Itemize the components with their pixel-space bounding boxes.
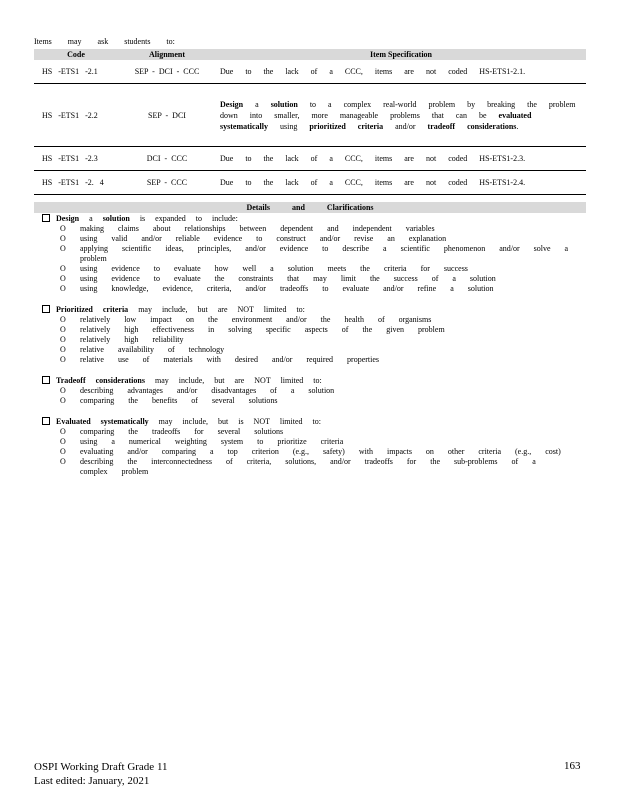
- section-tradeoff-considerations: [42, 376, 572, 406]
- header-item-specification: Item Specification: [216, 49, 586, 60]
- circle-bullet-icon: O: [60, 224, 66, 233]
- section-heading: [42, 376, 572, 386]
- list-item-text: relative availability of technology: [80, 345, 225, 354]
- circle-bullet-icon: O: [60, 234, 66, 243]
- circle-bullet-icon: O: [60, 386, 66, 395]
- circle-bullet-icon: O: [60, 447, 66, 456]
- row-alignment: DCI - CCC: [118, 147, 216, 171]
- circle-bullet-icon: O: [60, 325, 66, 334]
- list-item-text: describing advantages and/or disadvantages of a solution: [80, 386, 335, 395]
- section-list: [42, 224, 572, 294]
- heading-text: may include, but is NOT limited to:: [158, 417, 321, 426]
- header-code: Code: [34, 49, 118, 60]
- list-item: [60, 224, 572, 234]
- section-design: [42, 214, 572, 294]
- circle-bullet-icon: O: [60, 284, 66, 293]
- list-item: [60, 457, 572, 477]
- list-item-text: relatively high effectiveness in solving specific aspects of the given problem: [80, 325, 445, 334]
- section-list: [42, 386, 572, 406]
- heading-text: may include, but are NOT limited to:: [138, 305, 305, 314]
- spec-text: .: [516, 121, 519, 131]
- checkbox-square-icon: [42, 376, 50, 384]
- list-item-text: using valid and/or reliable evidence to construct and/or revise an explanation: [80, 234, 447, 243]
- spec-text: using: [280, 121, 298, 131]
- circle-bullet-icon: O: [60, 396, 66, 405]
- details-sections: [42, 214, 572, 488]
- term-prioritized-criteria: prioritized criteria: [309, 121, 384, 131]
- list-item-text: making claims about relationships between dependent and independent variables: [80, 224, 435, 233]
- circle-bullet-icon: O: [60, 264, 66, 273]
- list-item: [60, 396, 572, 406]
- heading-text: may include, but are NOT limited to:: [154, 376, 322, 385]
- list-item: [60, 345, 572, 355]
- list-item-text: relative use of materials with desired and/or required properties: [80, 355, 380, 364]
- circle-bullet-icon: O: [60, 315, 66, 324]
- row-spec: [216, 84, 586, 147]
- circle-bullet-icon: O: [60, 427, 66, 436]
- checkbox-square-icon: [42, 305, 50, 313]
- list-item-text: applying scientific ideas, principles, and/or evidence to describe a scientific phenomenon and/or solve a problem: [80, 244, 569, 263]
- list-item: [60, 427, 572, 437]
- table-row: [34, 147, 586, 171]
- row-alignment: SEP - CCC: [118, 171, 216, 195]
- section-list: [42, 315, 572, 365]
- footer-last-edited: Last edited: January, 2021: [34, 775, 150, 787]
- table-row: [34, 171, 586, 195]
- table-row: [34, 84, 586, 147]
- row-code: HS -ETS1 -2.2: [34, 84, 118, 147]
- heading-text: a: [89, 214, 93, 223]
- list-item-text: comparing the benefits of several solutions: [80, 396, 278, 405]
- heading-text: is expanded to include:: [139, 214, 238, 223]
- list-item: [60, 274, 572, 284]
- list-item: [60, 437, 572, 447]
- section-heading: [42, 214, 572, 224]
- circle-bullet-icon: O: [60, 335, 66, 344]
- spec-text: to a complex real-world problem by breaking the problem down into smaller, more manageable problems that can be: [220, 99, 576, 120]
- list-item-text: using evidence to evaluate how well a solution meets the criteria for success: [80, 264, 468, 273]
- list-item: [60, 386, 572, 396]
- checkbox-square-icon: [42, 214, 50, 222]
- list-item-text: comparing the tradeoffs for several solutions: [80, 427, 284, 436]
- list-item: [60, 335, 572, 345]
- term-evaluated-systematically: evaluated systematically: [220, 110, 532, 131]
- section-list: [42, 427, 572, 477]
- list-item-text: evaluating and/or comparing a top criterion (e.g., safety) with impacts on other criteria (e.g., cost): [80, 447, 561, 456]
- list-item-text: using knowledge, evidence, criteria, and/or tradeoffs to evaluate and/or refine a solution: [80, 284, 494, 293]
- list-item-text: using a numerical weighting system to prioritize criteria: [80, 437, 344, 446]
- circle-bullet-icon: O: [60, 345, 66, 354]
- circle-bullet-icon: O: [60, 437, 66, 446]
- list-item: [60, 234, 572, 244]
- intro-text: Items may ask students to:: [34, 37, 175, 46]
- checkbox-square-icon: [42, 417, 50, 425]
- table-row: [34, 60, 586, 84]
- item-specification-table: [34, 49, 586, 195]
- page-number: 163: [564, 760, 581, 772]
- list-item: [60, 447, 572, 457]
- table-header-row: [34, 49, 586, 60]
- heading-term: Evaluated systematically: [56, 417, 149, 426]
- spec-text: a: [255, 99, 259, 109]
- heading-term: Prioritized criteria: [56, 305, 129, 314]
- page-footer: [34, 760, 168, 788]
- list-item-text: using evidence to evaluate the constraints that may limit the success of a solution: [80, 274, 496, 283]
- list-item: [60, 315, 572, 325]
- footer-draft-title: OSPI Working Draft Grade 11: [34, 761, 168, 773]
- header-alignment: Alignment: [118, 49, 216, 60]
- row-code: HS -ETS1 -2. 4: [34, 171, 118, 195]
- section-prioritized-criteria: [42, 305, 572, 365]
- list-item: [60, 325, 572, 335]
- section-evaluated-systematically: [42, 417, 572, 477]
- heading-term: Design: [56, 214, 80, 223]
- term-design: Design: [220, 99, 244, 109]
- row-code: HS -ETS1 -2.3: [34, 147, 118, 171]
- circle-bullet-icon: O: [60, 355, 66, 364]
- list-item-text: describing the interconnectedness of criteria, solutions, and/or tradeoffs for the sub-problems of a complex problem: [80, 457, 536, 476]
- circle-bullet-icon: O: [60, 244, 66, 253]
- row-alignment: SEP - DCI: [118, 84, 216, 147]
- list-item: [60, 284, 572, 294]
- details-clarifications-header: Details and Clarifications: [34, 202, 586, 213]
- list-item: [60, 264, 572, 274]
- section-heading: [42, 305, 572, 315]
- list-item: [60, 244, 572, 264]
- section-heading: [42, 417, 572, 427]
- row-code: HS -ETS1 -2.1: [34, 60, 118, 84]
- heading-term: Tradeoff considerations: [56, 376, 145, 385]
- term-solution: solution: [270, 99, 298, 109]
- row-spec: Due to the lack of a CCC, items are not coded HS-ETS1-2.1.: [216, 60, 586, 84]
- list-item: [60, 355, 572, 365]
- row-alignment: SEP - DCI - CCC: [118, 60, 216, 84]
- list-item-text: relatively high reliability: [80, 335, 184, 344]
- list-item-text: relatively low impact on the environment and/or the health of organisms: [80, 315, 432, 324]
- spec-text: and/or: [395, 121, 416, 131]
- heading-term: solution: [102, 214, 130, 223]
- circle-bullet-icon: O: [60, 457, 66, 466]
- row-spec: Due to the lack of a CCC, items are not coded HS-ETS1-2.4.: [216, 171, 586, 195]
- term-tradeoff-considerations: tradeoff considerations: [427, 121, 517, 131]
- row-spec: Due to the lack of a CCC, items are not coded HS-ETS1-2.3.: [216, 147, 586, 171]
- circle-bullet-icon: O: [60, 274, 66, 283]
